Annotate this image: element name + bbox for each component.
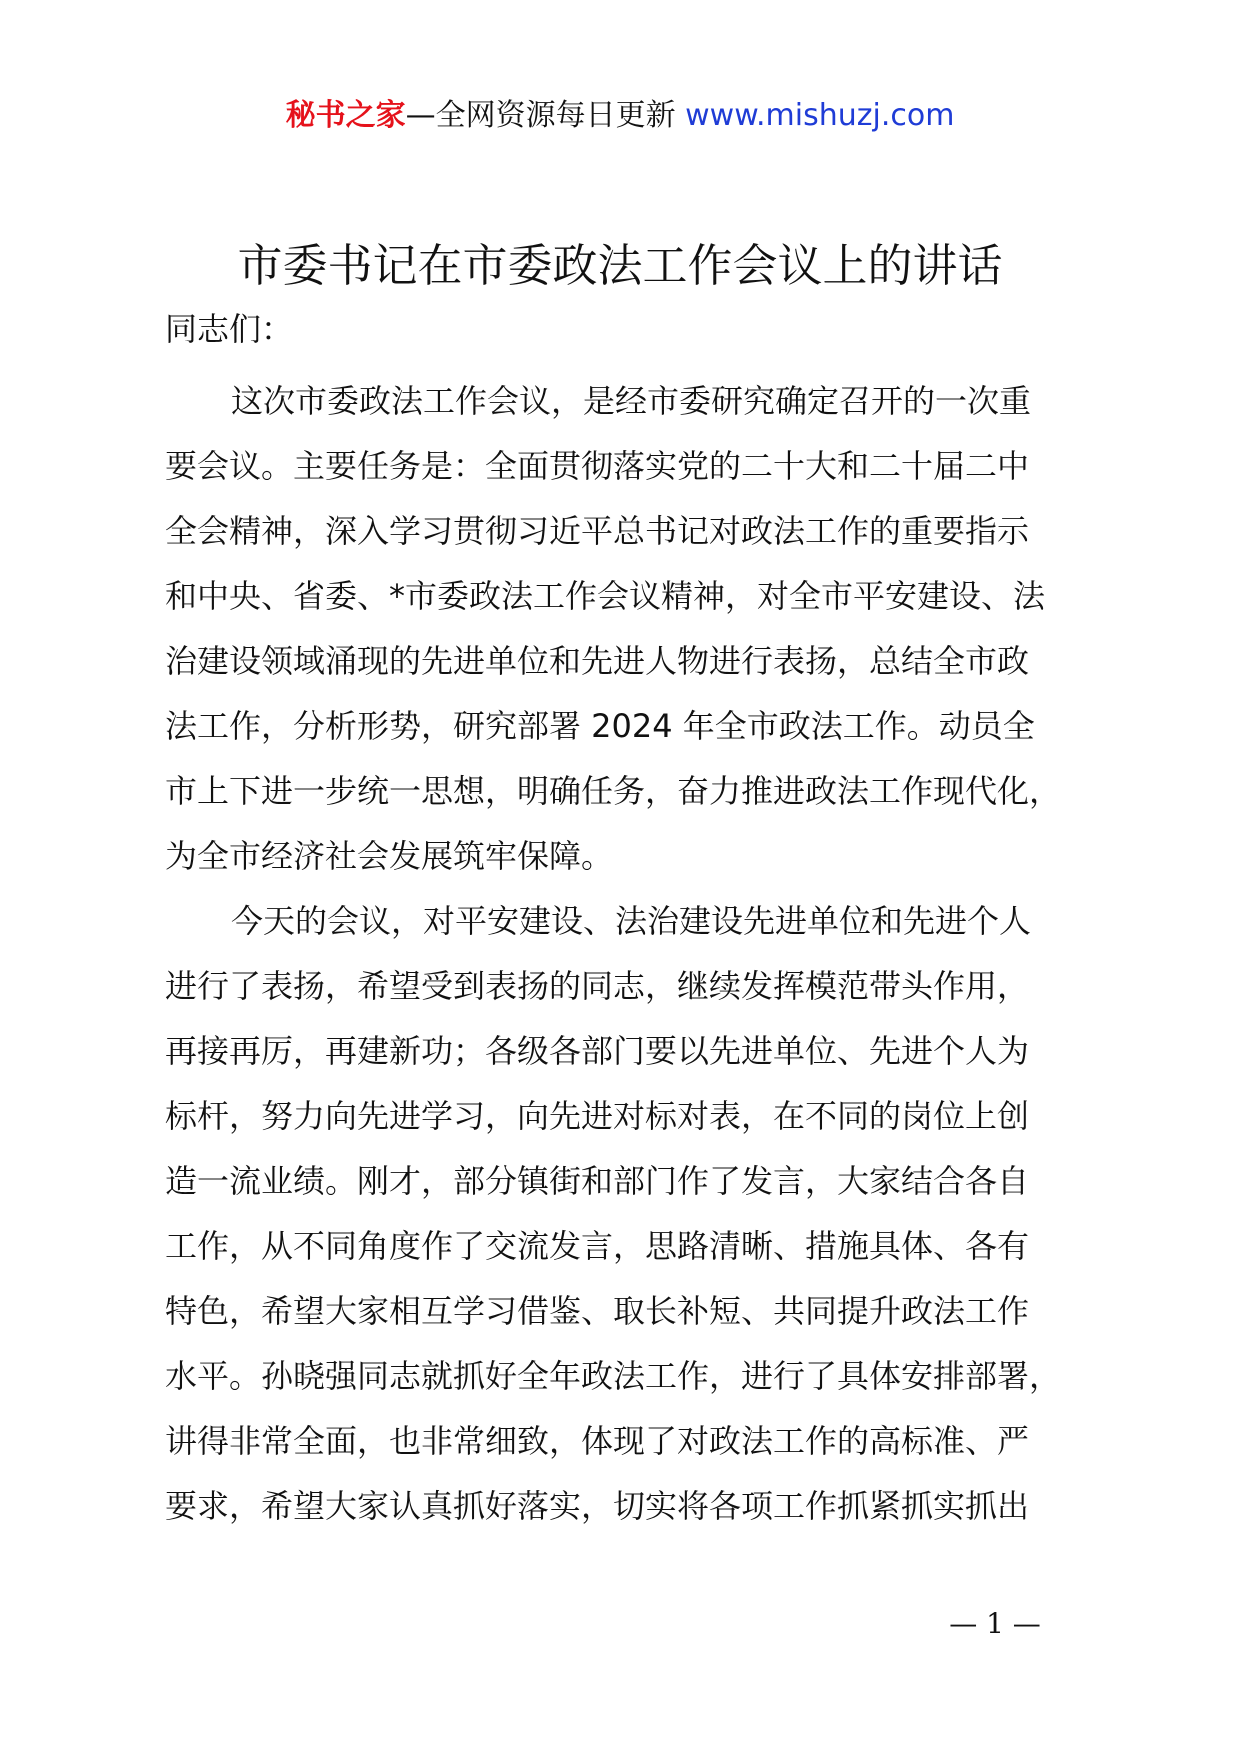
document-body [165, 369, 1095, 1539]
paragraph-line: 市上下进一步统一思想，明确任务，奋力推进政法工作现代化， [165, 772, 1062, 810]
paragraph-line: 工作，从不同角度作了交流发言，思路清晰、措施具体、各有 [165, 1227, 1030, 1265]
salutation: 同志们： [165, 310, 294, 348]
site-header [0, 96, 1240, 136]
paragraph-line: 今天的会议，对平安建设、法治建设先进单位和先进个人 [231, 902, 1032, 940]
paragraph-line: 讲得非常全面，也非常细致，体现了对政法工作的高标准、严 [165, 1422, 1030, 1460]
paragraph-line: 再接再厉，再建新功；各级各部门要以先进单位、先进个人为 [165, 1032, 1030, 1070]
header-brand: 秘书之家 [285, 98, 406, 133]
paragraph-line: 特色，希望大家相互学习借鉴、取长补短、共同提升政法工作 [165, 1292, 1030, 1330]
page-number: — 1 — [949, 1607, 1041, 1640]
paragraph-line: 进行了表扬，希望受到表扬的同志，继续发挥模范带头作用， [165, 967, 1030, 1005]
paragraph-2 [165, 889, 1095, 1539]
paragraph-1 [165, 369, 1095, 889]
paragraph-line: 造一流业绩。刚才，部分镇街和部门作了发言，大家结合各自 [165, 1162, 1030, 1200]
header-slogan: —全网资源每日更新 [405, 98, 676, 133]
paragraph-line: 为全市经济社会发展筑牢保障。 [165, 837, 614, 875]
paragraph-line: 法工作，分析形势，研究部署 2024 年全市政法工作。动员全 [165, 707, 1035, 745]
paragraph-line: 水平。孙晓强同志就抓好全年政法工作，进行了具体安排部署， [165, 1357, 1062, 1395]
paragraph-line: 全会精神，深入学习贯彻习近平总书记对政法工作的重要指示 [165, 512, 1030, 550]
paragraph-line: 要求，希望大家认真抓好落实，切实将各项工作抓紧抓实抓出 [165, 1487, 1030, 1525]
paragraph-line: 治建设领域涌现的先进单位和先进人物进行表扬，总结全市政 [165, 642, 1030, 680]
paragraph-line: 标杆，努力向先进学习，向先进对标对表，在不同的岗位上创 [165, 1097, 1030, 1135]
paragraph-line: 要会议。主要任务是：全面贯彻落实党的二十大和二十届二中 [165, 447, 1030, 485]
document-title: 市委书记在市委政法工作会议上的讲话 [237, 239, 1003, 292]
paragraph-line: 和中央、省委、*市委政法工作会议精神，对全市平安建设、法 [165, 577, 1046, 615]
paragraph-line: 这次市委政法工作会议，是经市委研究确定召开的一次重 [231, 382, 1032, 420]
header-url-link[interactable]: www.mishuzj.com [685, 98, 955, 133]
